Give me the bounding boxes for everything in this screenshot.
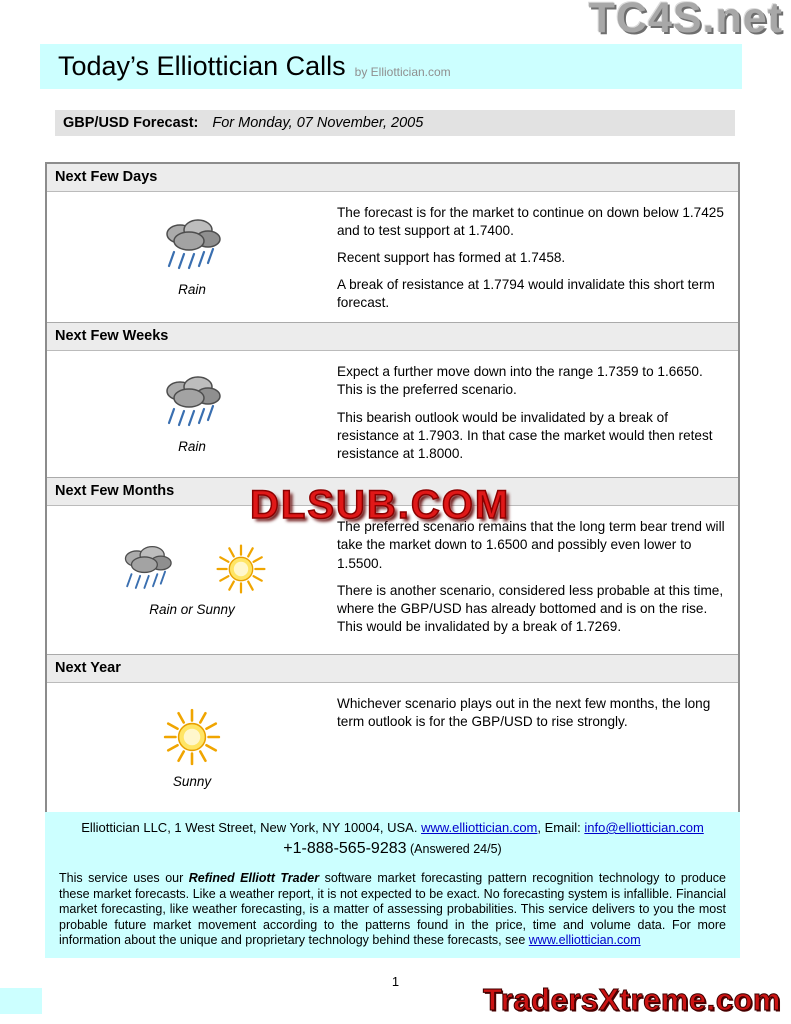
sun-icon [214, 542, 268, 596]
weather-cell [47, 359, 337, 467]
sun-icon [161, 706, 223, 768]
forecast-paragraph: This bearish outlook would be invalidated by a break of resistance at 1.7903. In that case the market would then retest resistance at 1.8000. [337, 409, 713, 461]
section-title: Next Few Weeks [55, 328, 169, 345]
footer-contact [45, 812, 740, 865]
section-title: Next Few Days [55, 169, 158, 185]
section-title: Next Few Months [55, 483, 175, 500]
forecast-date: For Monday, 07 November, 2005 [212, 115, 424, 131]
product-name: Refined Elliott Trader [188, 871, 320, 885]
rain-icon [156, 373, 228, 433]
rain-icon [156, 216, 228, 276]
forecast-paragraph: The forecast is for the market to continue on down below 1.7425 and to test support at 1.7400. [337, 205, 724, 239]
weather-cell [47, 514, 337, 644]
phone-number: +1-888-565-9283 [283, 840, 407, 857]
report-title: Today’s Elliottician Calls [58, 51, 346, 81]
forecast-pair-label: GBP/USD Forecast: [63, 115, 199, 131]
disclaimer-text: software market forecasting pattern recognition technology to produce these market forecasts. Like a weather report, it is not expected to be exact. No forecasting system is infallible. Financial market forecasting, like weather forecasting, is a matter of assessing probabilities. This service delivers to you the most probable future market movement according to the patterns found in the price, time and volume data. For more information about the unique and proprietary technology behind these forecasts, see [59, 871, 726, 947]
tradersxtreme-logo: TradersXtreme.com [483, 982, 781, 1017]
address-text: Elliottician LLC, 1 West Street, New York, NY 10004, USA. [81, 820, 422, 835]
phone-note: (Answered 24/5) [406, 842, 502, 856]
email-separator: , Email: [537, 820, 585, 835]
rain-icon [116, 543, 178, 595]
section-title: Next Year [55, 660, 121, 677]
website-link[interactable]: www.elliottician.com [421, 820, 538, 835]
forecast-text-cell [337, 200, 732, 312]
weather-label: Rain [178, 438, 206, 454]
weather-label: Sunny [172, 773, 212, 789]
forecast-paragraph: Recent support has formed at 1.7458. [337, 250, 566, 266]
weather-cell [47, 200, 337, 312]
report-byline: by Elliottician.com [354, 64, 451, 79]
forecast-text-cell [337, 514, 732, 644]
weather-label: Rain or Sunny [149, 601, 235, 617]
section-body-next-few-weeks [47, 351, 738, 477]
phone-line [45, 840, 740, 858]
section-header-next-few-days [47, 164, 738, 192]
tc4s-logo: TC4S.net [588, 0, 783, 42]
forecast-heading-bar [55, 110, 735, 136]
forecast-paragraph: A break of resistance at 1.7794 would invalidate this short term forecast. [337, 277, 715, 311]
section-header-next-year [47, 654, 738, 683]
forecast-paragraph: Expect a further move down into the range 1.7359 to 1.6650. This is the preferred scenario. [337, 364, 703, 398]
corner-strip [0, 988, 42, 1014]
weather-icon-row [116, 542, 268, 596]
disclaimer [45, 863, 740, 958]
weather-cell [47, 691, 337, 803]
forecast-paragraph: There is another scenario, considered less probable at this time, where the GBP/USD has already bottomed and is on the rise. This would be invalidated by a break of 1.7269. [337, 582, 724, 634]
email-link[interactable]: info@elliottician.com [584, 820, 704, 835]
address-line [45, 820, 740, 835]
section-header-next-few-weeks [47, 322, 738, 351]
forecast-text-cell [337, 359, 732, 467]
weather-label: Rain [178, 281, 206, 297]
forecast-text-cell [337, 691, 732, 803]
forecast-paragraph: Whichever scenario plays out in the next few months, the long term outlook is for the GBP/USD to rise strongly. [337, 696, 711, 730]
page-number: 1 [391, 974, 400, 989]
dlsub-watermark: DLSUB.COM [250, 483, 511, 527]
section-body-next-few-months [47, 506, 738, 654]
disclaimer-website-link[interactable]: www.elliottician.com [528, 933, 641, 947]
section-body-next-year [47, 683, 738, 813]
report-title-bar [40, 44, 742, 89]
disclaimer-text: This service uses our [59, 871, 189, 885]
section-body-next-few-days [47, 192, 738, 322]
forecast-paragraph: The preferred scenario remains that the long term bear trend will take the market down to 1.6500 and possibly even lower to 1.5500. [337, 519, 725, 571]
